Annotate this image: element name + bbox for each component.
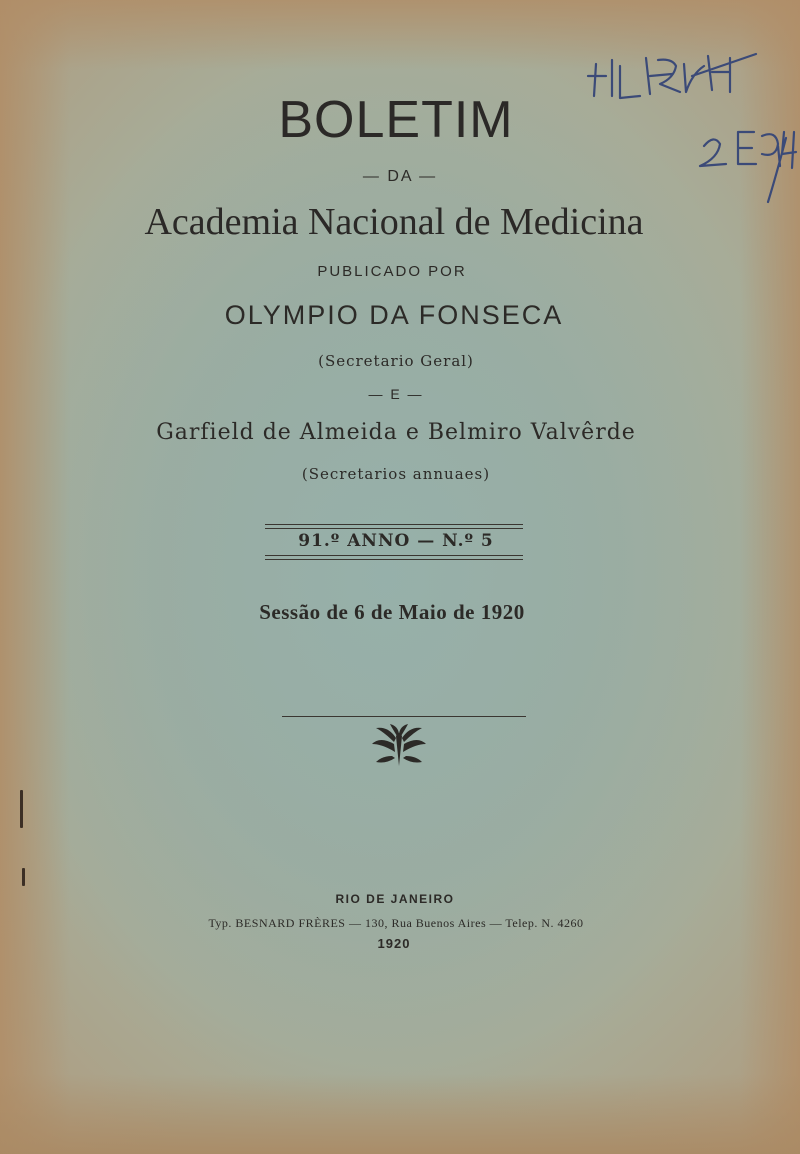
issue-number: 91.º ANNO — N.º 5	[298, 531, 494, 551]
co-editors-role: (Secretarios annuaes)	[301, 465, 491, 483]
title-connector: — DA —	[362, 168, 438, 185]
paper-edge-stain-bottom	[0, 1074, 800, 1154]
co-editor-names: Garfield de Almeida e Belmiro Valvêrde	[156, 420, 636, 445]
printer-imprint: Typ. BESNARD FRÈRES — 130, Rua Buenos Aires — Telep. N. 4260	[208, 916, 584, 930]
publication-city: RIO DE JANEIRO	[335, 892, 455, 906]
palmette-ornament-icon	[368, 722, 430, 768]
issue-rule-top	[265, 524, 523, 525]
journal-title: BOLETIM	[278, 91, 514, 149]
publication-year: 1920	[377, 936, 411, 951]
published-by-label: PUBLICADO POR	[317, 263, 467, 280]
and-separator: — E —	[368, 386, 424, 402]
spine-staple-mark-lower	[22, 868, 25, 886]
session-date: Sessão de 6 de Maio de 1920	[259, 600, 525, 624]
issue-rule-bottom	[265, 559, 523, 560]
editor-name: OLYMPIO DA FONSECA	[224, 300, 564, 330]
ornament-rule	[282, 716, 526, 717]
institution-name: Academia Nacional de Medicina	[144, 201, 644, 243]
issue-rule-bottom-inner	[265, 555, 523, 556]
issue-rule-top-inner	[265, 528, 523, 529]
editor-role: (Secretario Geral)	[318, 352, 474, 370]
spine-staple-mark	[20, 790, 23, 828]
